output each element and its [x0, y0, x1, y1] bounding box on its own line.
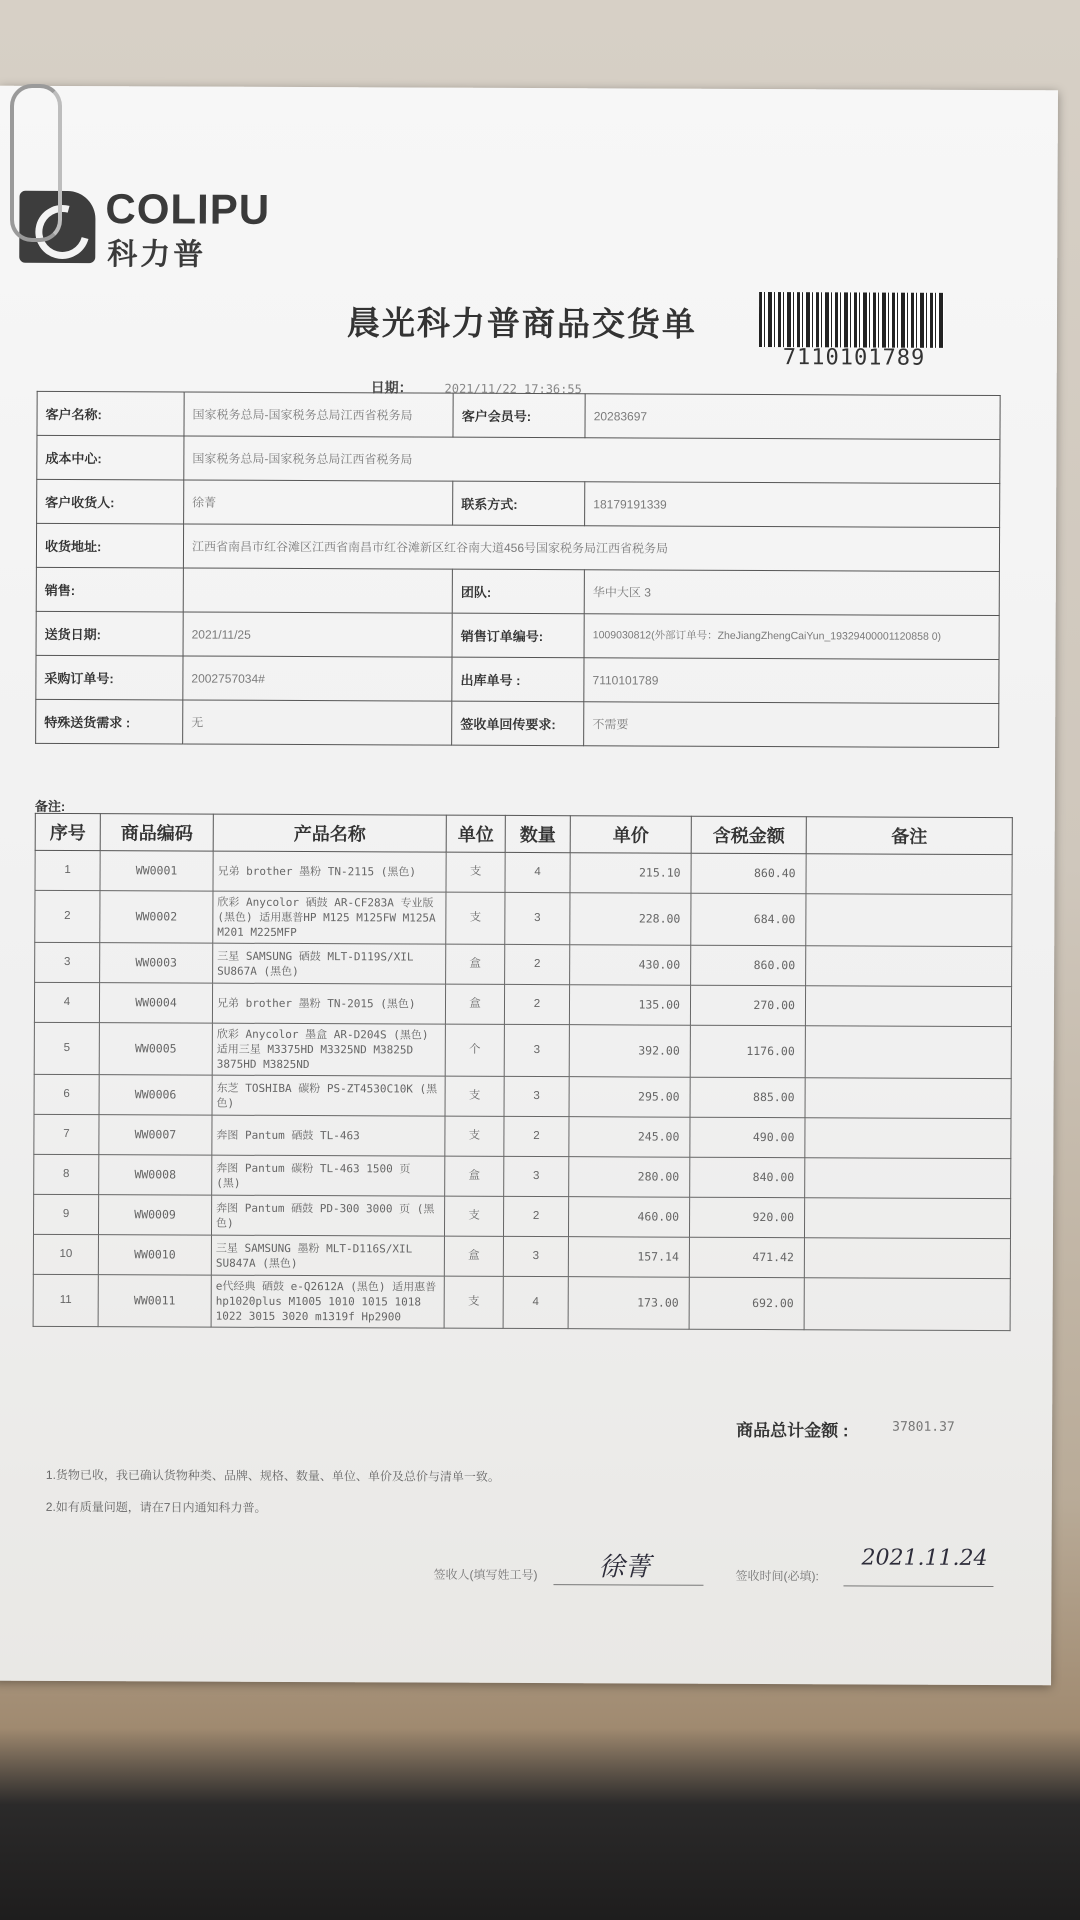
row-qty: 3	[505, 892, 570, 944]
note-line-2: 2.如有质量问题，请在7日内通知科力普。	[45, 1499, 267, 1515]
address-label: 收货地址:	[36, 523, 183, 568]
row-code: WW0006	[99, 1075, 212, 1115]
barcode-number: 7110101789	[782, 345, 926, 371]
row-product-name: 三星 SAMSUNG 硒鼓 MLT-D119S/XIL SU867A (黑色)	[213, 943, 446, 984]
row-price: 430.00	[570, 945, 691, 986]
col-header-price: 单价	[570, 816, 691, 854]
total-value: 37801.37	[892, 1419, 955, 1435]
cost-center-label: 成本中心:	[37, 435, 184, 480]
row-unit: 支	[446, 852, 505, 892]
row-code: WW0005	[99, 1023, 212, 1075]
row-code: WW0010	[98, 1235, 211, 1275]
row-code: WW0004	[99, 983, 212, 1023]
purchase-order-label: 采购订单号:	[36, 655, 183, 700]
table-row	[35, 890, 1012, 946]
col-header-qty: 数量	[505, 815, 570, 852]
receipt-return-value: 不需要	[584, 702, 999, 748]
team-label: 团队:	[452, 569, 584, 614]
remark-label: 备注:	[34, 798, 66, 814]
row-price: 280.00	[569, 1157, 690, 1198]
receiver-sign-label: 签收人(填写姓工号)	[433, 1567, 538, 1583]
customer-info-table	[35, 391, 1001, 748]
row-no: 9	[33, 1194, 98, 1234]
row-note	[805, 1078, 1011, 1119]
row-product-name: 兄弟 brother 墨粉 TN-2015 (黑色)	[212, 983, 445, 1024]
row-no: 10	[33, 1234, 98, 1274]
row-note	[805, 1158, 1011, 1199]
document-title: 晨光科力普商品交货单	[346, 304, 698, 343]
row-unit: 个	[445, 1024, 504, 1076]
row-note	[804, 1238, 1010, 1279]
row-product-name: 奔图 Pantum 硒鼓 PD-300 3000 页 (黑色)	[211, 1195, 444, 1236]
paper-clip-icon	[10, 84, 62, 242]
row-qty: 2	[504, 1116, 569, 1156]
member-no-label: 客户会员号:	[453, 393, 585, 438]
row-unit: 盒	[445, 984, 504, 1024]
special-req-label: 特殊送货需求 :	[36, 699, 183, 744]
sign-time-line	[843, 1585, 993, 1587]
row-qty: 2	[504, 984, 569, 1024]
delivery-note-paper	[0, 86, 1058, 1686]
col-header-unit: 单位	[446, 815, 505, 852]
table-row	[33, 1234, 1010, 1278]
row-qty: 3	[504, 1156, 569, 1196]
row-note	[806, 894, 1012, 947]
row-no: 7	[34, 1114, 99, 1154]
row-no: 8	[34, 1154, 99, 1194]
row-amount: 471.42	[689, 1237, 804, 1278]
row-price: 295.00	[569, 1077, 690, 1118]
row-note	[805, 1026, 1011, 1079]
row-unit: 盒	[446, 944, 505, 984]
row-qty: 2	[503, 1196, 568, 1236]
row-amount: 1176.00	[690, 1025, 805, 1078]
special-req-value: 无	[183, 700, 452, 745]
row-unit: 支	[446, 892, 505, 944]
col-header-no: 序号	[35, 813, 100, 850]
barcode-icon	[759, 292, 944, 348]
row-price: 228.00	[570, 893, 691, 946]
row-amount: 490.00	[690, 1117, 805, 1158]
customer-name-value: 国家税务总局-国家税务总局江西省税务局	[184, 392, 453, 437]
table-row	[35, 850, 1012, 894]
sales-label: 销售:	[36, 567, 183, 612]
row-product-name: 欣彩 Anycolor 硒鼓 AR-CF283A 专业版 (黑色) 适用惠普HP M125 M125FW M125A M201 M225MFP	[213, 891, 446, 944]
row-amount: 860.00	[691, 945, 806, 986]
row-no: 2	[35, 890, 100, 942]
row-unit: 支	[444, 1276, 503, 1328]
table-row	[34, 1074, 1011, 1118]
row-no: 11	[33, 1274, 98, 1326]
address-value: 江西省南昌市红谷滩区江西省南昌市红谷滩新区红谷南大道456号国家税务局江西省税务局	[183, 524, 999, 572]
row-code: WW0007	[99, 1115, 212, 1155]
row-note	[804, 1278, 1010, 1331]
row-price: 392.00	[569, 1025, 690, 1078]
contact-value: 18179191339	[585, 482, 1000, 528]
row-note	[805, 986, 1011, 1027]
row-amount: 920.00	[689, 1197, 804, 1238]
cost-center-value: 国家税务总局-国家税务总局江西省税务局	[184, 436, 1000, 484]
col-header-note: 备注	[806, 817, 1012, 855]
row-no: 4	[34, 982, 99, 1022]
row-price: 135.00	[569, 985, 690, 1026]
col-header-name: 产品名称	[213, 814, 446, 852]
receiver-signature: 徐菁	[598, 1552, 651, 1583]
row-price: 173.00	[568, 1277, 689, 1330]
row-amount: 840.00	[690, 1157, 805, 1198]
receiver-value: 徐菁	[184, 480, 453, 525]
row-note	[804, 1198, 1010, 1239]
delivery-date-value: 2021/11/25	[183, 612, 452, 657]
row-unit: 盒	[444, 1236, 503, 1276]
table-row	[33, 1194, 1010, 1238]
row-qty: 2	[505, 944, 570, 984]
row-code: WW0002	[100, 891, 213, 943]
row-unit: 支	[444, 1196, 503, 1236]
table-row	[34, 1154, 1011, 1198]
row-amount: 270.00	[690, 985, 805, 1026]
items-table	[33, 813, 1013, 1331]
table-row	[34, 1114, 1011, 1158]
row-product-name: 欣彩 Anycolor 墨盒 AR-D204S (黑色) 适用三星 M3375HD M3325ND M3825D 3875HD M3825ND	[212, 1023, 445, 1076]
table-row	[35, 942, 1012, 986]
row-price: 245.00	[569, 1117, 690, 1158]
row-price: 215.10	[570, 853, 691, 894]
row-code: WW0009	[98, 1195, 211, 1235]
sales-order-value: 1009030812(外部订单号：ZheJiangZhengCaiYun_19329400001120858 0)	[584, 614, 999, 660]
row-product-name: e代经典 硒鼓 e-Q2612A (黑色) 适用惠普hp1020plus M1005 1010 1015 1018 1022 3015 3020 m1319f Hp2900	[211, 1275, 444, 1328]
row-product-name: 东芝 TOSHIBA 碳粉 PS-ZT4530C10K (黑色)	[212, 1075, 445, 1116]
sales-order-label: 销售订单编号:	[452, 613, 584, 658]
row-code: WW0008	[99, 1155, 212, 1195]
col-header-amount: 含税金额	[691, 816, 806, 854]
col-header-code: 商品编码	[100, 814, 213, 851]
row-product-name: 三星 SAMSUNG 墨粉 MLT-D116S/XIL SU847A (黑色)	[211, 1235, 444, 1276]
sign-time-label: 签收时间(必填):	[735, 1568, 819, 1584]
row-no: 6	[34, 1074, 99, 1114]
row-product-name: 奔图 Pantum 碳粉 TL-463 1500 页 (黑)	[212, 1155, 445, 1196]
receiver-sign-line	[553, 1584, 703, 1586]
sales-value	[183, 568, 452, 613]
row-no: 1	[35, 850, 100, 890]
receipt-return-label: 签收单回传要求:	[452, 701, 584, 746]
row-product-name: 兄弟 brother 墨粉 TN-2115 (黑色)	[213, 851, 446, 892]
delivery-date-label: 送货日期:	[36, 611, 183, 656]
table-row	[33, 1274, 1010, 1330]
row-amount: 860.40	[691, 853, 806, 894]
table-row	[34, 1022, 1011, 1078]
customer-name-label: 客户名称:	[37, 391, 184, 436]
row-unit: 支	[445, 1076, 504, 1116]
row-unit: 盒	[445, 1156, 504, 1196]
sign-time-handwritten: 2021.11.24	[861, 1545, 988, 1572]
row-qty: 3	[503, 1236, 568, 1276]
row-qty: 4	[505, 852, 570, 892]
row-code: WW0011	[98, 1275, 211, 1327]
row-price: 460.00	[568, 1197, 689, 1238]
date-label: 日期：	[370, 379, 413, 396]
row-product-name: 奔图 Pantum 硒鼓 TL-463	[212, 1115, 445, 1156]
row-price: 157.14	[568, 1237, 689, 1278]
row-amount: 885.00	[690, 1077, 805, 1118]
row-no: 3	[35, 942, 100, 982]
row-qty: 3	[504, 1076, 569, 1116]
receiver-label: 客户收货人:	[37, 479, 184, 524]
logo-english-text: COLIPU	[105, 185, 271, 233]
logo-chinese-text: 科力普	[107, 238, 207, 272]
row-qty: 4	[503, 1276, 568, 1328]
outbound-no-label: 出库单号 :	[452, 657, 584, 702]
row-amount: 684.00	[691, 893, 806, 946]
member-no-value: 20283697	[585, 394, 1000, 440]
table-row	[34, 982, 1011, 1026]
total-label: 商品总计金额 :	[736, 1420, 849, 1441]
outbound-no-value: 7110101789	[584, 658, 999, 704]
date-value: 2021/11/22 17:36:55	[444, 381, 582, 397]
contact-label: 联系方式:	[453, 481, 585, 526]
row-code: WW0003	[100, 943, 213, 983]
row-no: 5	[34, 1022, 99, 1074]
row-note	[805, 1118, 1011, 1159]
row-code: WW0001	[100, 851, 213, 891]
row-note	[806, 946, 1012, 987]
row-unit: 支	[445, 1116, 504, 1156]
row-note	[806, 854, 1012, 895]
row-amount: 692.00	[689, 1277, 804, 1330]
purchase-order-value: 2002757034#	[183, 656, 452, 701]
team-value: 华中大区 3	[584, 570, 999, 616]
row-qty: 3	[504, 1024, 569, 1076]
note-line-1: 1.货物已收，我已确认货物种类、品牌、规格、数量、单位、单价及总价与清单一致。	[45, 1467, 500, 1484]
